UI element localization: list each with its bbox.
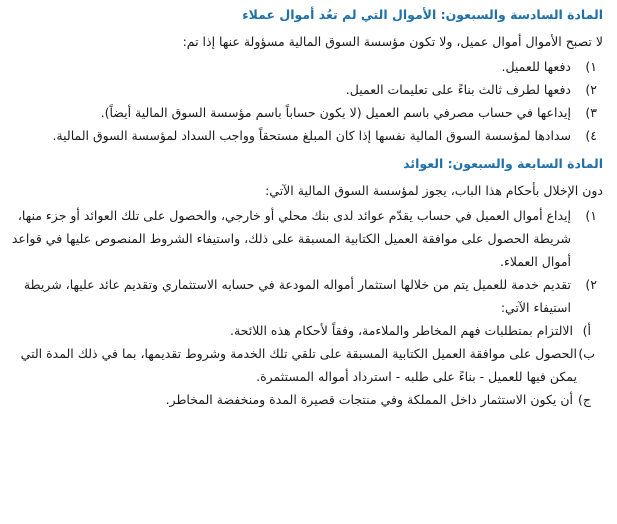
article-77-list xyxy=(10,204,603,411)
item-text: دفعها للعميل. xyxy=(501,59,571,74)
article-77-intro: دون الإخلال بأحكام هذا الباب، يجوز لمؤسسة السوق المالية الآتي: xyxy=(265,183,603,198)
sub-item-letter: ج) xyxy=(578,392,591,407)
list-item xyxy=(10,124,603,147)
item-text: دفعها لطرف ثالث بناءً على تعليمات العميل. xyxy=(345,82,571,97)
list-item xyxy=(10,101,603,124)
article-76-list xyxy=(10,55,603,147)
item-text: تقديم خدمة للعميل يتم من خلالها استثمار أمواله المودعة في حسابه الاستثماري وتقديم عائد عليها، شريطة استيفاء الآتي: xyxy=(23,277,571,315)
item-number: ٢) xyxy=(585,82,597,97)
sub-item-letter: ب) xyxy=(578,346,595,361)
sub-list-item xyxy=(10,342,603,388)
sub-list-item xyxy=(10,319,603,342)
item-number: ١) xyxy=(585,59,597,74)
sub-item-text: الحصول على موافقة العميل الكتابية المسبقة على تلقي تلك الخدمة وشروط تقديمها، بما في ذلك المدة التي يمكن فيها للعميل - بناءً على طلبه - استرداد أمواله المستثمرة. xyxy=(20,346,577,384)
list-item xyxy=(10,78,603,101)
item-number: ١) xyxy=(585,208,597,223)
list-item xyxy=(10,55,603,78)
item-text: سدادها لمؤسسة السوق المالية نفسها إذا كان المبلغ مستحقاً وواجب السداد لمؤسسة السوق المالية. xyxy=(52,128,571,143)
sub-list-item xyxy=(10,388,603,411)
list-item xyxy=(10,204,603,273)
item-number: ٣) xyxy=(585,105,597,120)
article-76-intro: لا تصبح الأموال أموال عميل، ولا تكون مؤسسة السوق المالية مسؤولة عنها إذا تم: xyxy=(182,34,603,49)
sub-item-letter: أ) xyxy=(582,323,591,338)
item-number: ٤) xyxy=(585,128,597,143)
article-76-title: المادة السادسة والسبعون: الأموال التي لم تعُد أموال عملاء xyxy=(242,7,603,22)
article-77-sublist xyxy=(10,319,603,411)
sub-item-text: الالتزام بمتطلبات فهم المخاطر والملاءمة، وفقاً لأحكام هذه اللائحة. xyxy=(229,323,573,338)
item-number: ٢) xyxy=(585,277,597,292)
item-text: إيداع أموال العميل في حساب يقدّم عوائد لدى بنك محلي أو خارجي، والحصول على تلك العوائد أو جزء منها، شريطة الحصول على موافقة العميل الكتابية المسبقة على ذلك، واستيفاء الشروط المنصوص عليها في قواعد أموال العملاء. xyxy=(11,208,571,269)
sub-item-text: أن يكون الاستثمار داخل المملكة وفي منتجات قصيرة المدة ومنخفضة المخاطر. xyxy=(165,392,573,407)
article-77-title: المادة السابعة والسبعون: العوائد xyxy=(403,156,603,171)
list-item xyxy=(10,273,603,319)
item-text: إيداعها في حساب مصرفي باسم العميل (لا يكون حساباً باسم مؤسسة السوق المالية أيضاً). xyxy=(100,105,571,120)
